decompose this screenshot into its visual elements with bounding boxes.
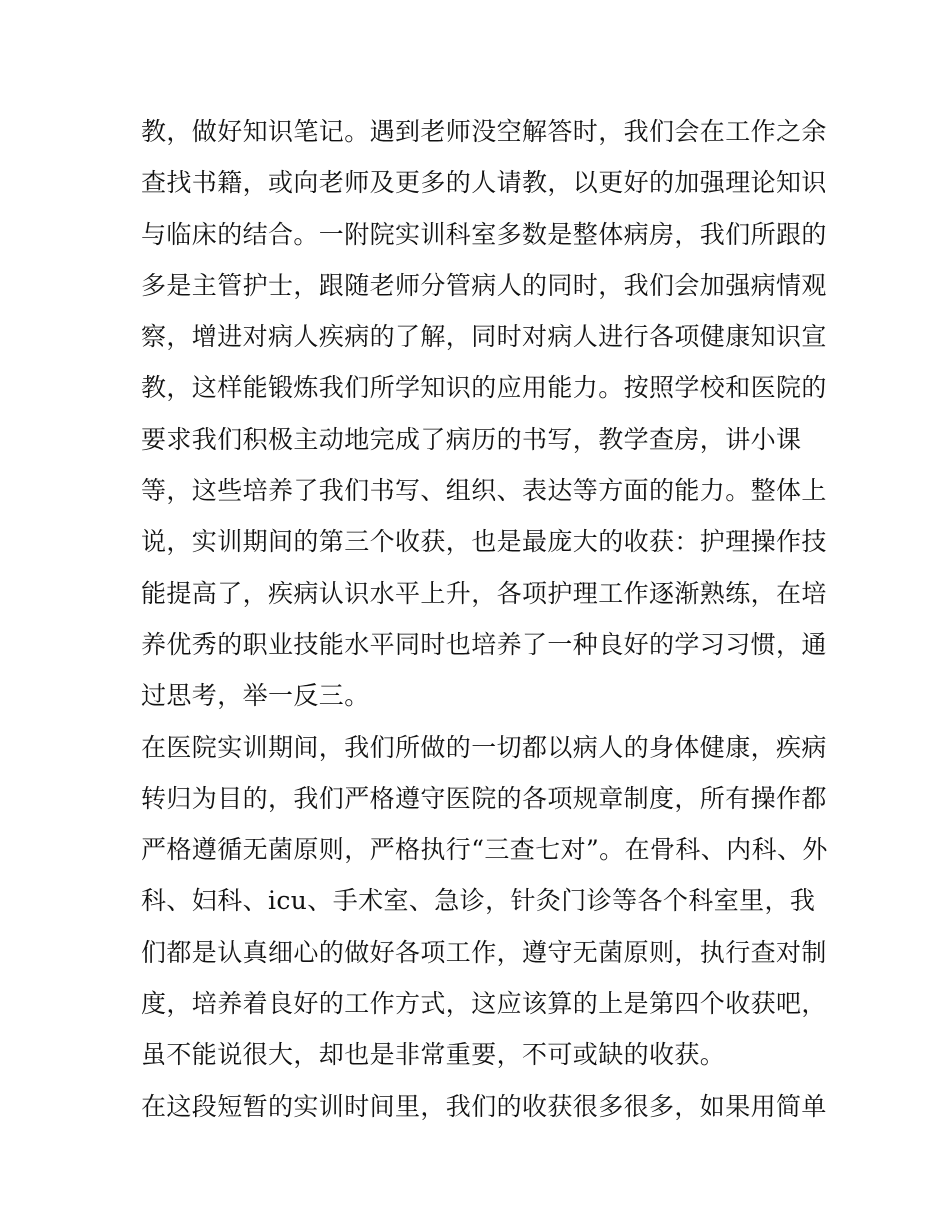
text-line: 能提高了，疾病认识水平上升，各项护理工作逐渐熟练，在培	[141, 578, 827, 608]
text-line: 们都是认真细心的做好各项工作，遵守无菌原则，执行查对制	[141, 937, 827, 967]
text-line: 转归为目的，我们严格遵守医院的各项规章制度，所有操作都	[141, 783, 827, 813]
text-line: 度，培养着良好的工作方式，这应该算的上是第四个收获吧，	[141, 989, 827, 1019]
text-line: 在医院实训期间，我们所做的一切都以病人的身体健康，疾病	[141, 732, 827, 762]
text-line: 虽不能说很大，却也是非常重要，不可或缺的收获。	[141, 1040, 726, 1070]
text-line: 多是主管护士，跟随老师分管病人的同时，我们会加强病情观	[141, 270, 827, 300]
text-line: 养优秀的职业技能水平同时也培养了一种良好的学习习惯，通	[141, 629, 827, 659]
text-line: 查找书籍，或向老师及更多的人请教，以更好的加强理论知识	[141, 168, 827, 198]
text-line: 察，增进对病人疾病的了解，同时对病人进行各项健康知识宣	[141, 322, 827, 352]
text-line: 严格遵循无菌原则，严格执行“三查七对”。在骨科、内科、外	[141, 835, 828, 865]
text-line: 说，实训期间的第三个收获，也是最庞大的收获：护理操作技	[141, 527, 827, 557]
text-line: 教，这样能锻炼我们所学知识的应用能力。按照学校和医院的	[141, 373, 827, 403]
text-line: 要求我们积极主动地完成了病历的书写，教学查房，讲小课	[141, 424, 802, 454]
text-line: 在这段短暂的实训时间里，我们的收获很多很多，如果用简单	[141, 1091, 827, 1121]
text-line: 科、妇科、icu、手术室、急诊，针灸门诊等各个科室里，我	[141, 886, 816, 916]
body-text	[141, 106, 828, 1132]
text-line: 等，这些培养了我们书写、组织、表达等方面的能力。整体上	[141, 476, 827, 506]
text-line: 教，做好知识笔记。遇到老师没空解答时，我们会在工作之余	[141, 117, 827, 146]
text-line: 过思考，举一反三。	[141, 681, 370, 711]
text-line: 与临床的结合。一附院实训科室多数是整体病房，我们所跟的	[141, 219, 827, 249]
